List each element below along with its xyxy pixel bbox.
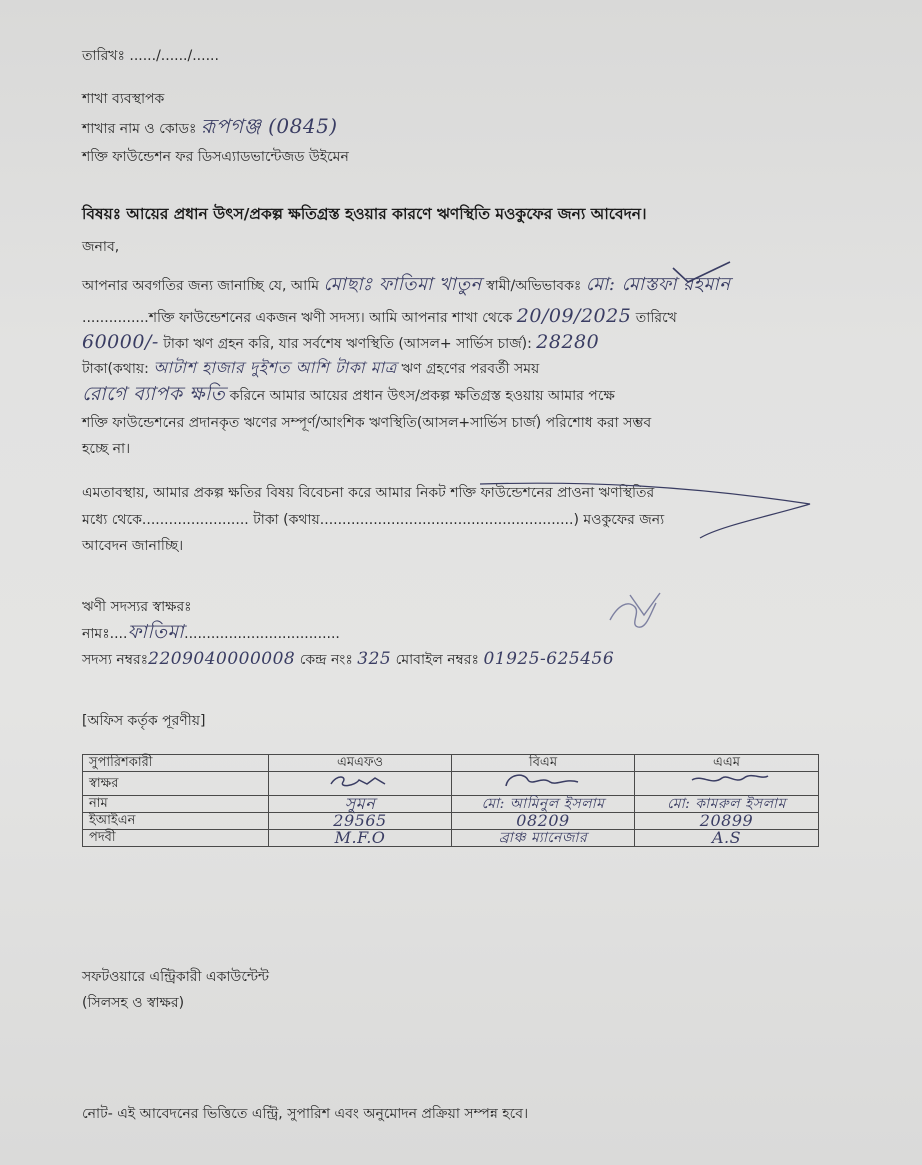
guardian-label: স্বামী/অভিভাবকঃ <box>486 278 582 294</box>
office-use-label: [অফিস কর্তৃক পূরণীয়] <box>82 713 206 729</box>
row-label: পদবী <box>83 830 269 847</box>
table-row <box>83 772 819 796</box>
para1-text: টাকা(কথায়: <box>82 361 149 377</box>
signature-cell <box>269 772 452 796</box>
table-row <box>83 796 819 813</box>
member-name-handwritten: ফাতিমা <box>127 621 185 643</box>
accountant-title: সফটওয়ারে এন্ট্রিকারী একাউন্টেন্ট <box>82 969 269 985</box>
header-cell: এএম <box>635 755 819 772</box>
member-id-handwritten: 2209040000008 <box>148 649 296 669</box>
para2-line1: এমতাবস্থায়, আমার প্রকল্প ক্ষতির বিষয় বিবেচনা করে আমার নিকট শক্তি ফাউন্ডেশনের প্রাওনা ঋণস্থিতির <box>82 485 655 501</box>
member-id-label: সদস্য নম্বরঃ <box>82 652 149 668</box>
bm-designation: ব্রাঞ্চ ম্যানেজার <box>452 830 635 847</box>
bm-name: মো: আমিনুল ইসলাম <box>452 796 635 813</box>
am-name: মো: কামরুল ইসলাম <box>635 796 819 813</box>
mfo-ein: 29565 <box>269 813 452 830</box>
center-number-handwritten: 325 <box>357 649 392 669</box>
mfo-name: সুমন <box>269 796 452 813</box>
para1-line5 <box>82 385 615 405</box>
para1-line2 <box>82 307 677 327</box>
para1-text: ঋণ গ্রহণের পরবর্তী সময় <box>401 361 540 377</box>
table-row <box>83 813 819 830</box>
footer-note: নোট- এই আবেদনের ভিত্তিতে এন্ট্রি, সুপারিশ এবং অনুমোদন প্রক্রিয়া সম্পন্ন হবে। <box>82 1106 529 1122</box>
loan-date-handwritten: 20/09/2025 <box>516 305 632 327</box>
para1-line1 <box>82 276 730 295</box>
bm-ein: 08209 <box>452 813 635 830</box>
para2-line2: মধ্যে থেকে........................ টাকা (কথায়.........................................................) মওকুফের জন্য <box>82 512 665 528</box>
branch-value: রূপগঞ্জ (0845) <box>200 114 338 138</box>
para1-line7: হচ্ছে না। <box>82 441 131 457</box>
para1-line3 <box>82 333 599 353</box>
salutation: জনাব, <box>82 239 120 255</box>
para1-text: আপনার অবগতির জন্য জানাচ্ছি যে, আমি <box>82 278 320 294</box>
mobile-label: মোবাইল নম্বরঃ <box>395 652 479 668</box>
header-cell: সুপারিশকারী <box>83 755 269 772</box>
organization-name: শক্তি ফাউন্ডেশন ফর ডিসএ্যাডভান্টেজড উইমেন <box>82 149 349 165</box>
subject-line: বিষয়ঃ আয়ের প্রধান উৎস/প্রকল্প ক্ষতিগ্রস্ত হওয়ার কারণে ঋণস্থিতি মওকুফের জন্য আবেদন। <box>82 205 647 223</box>
member-id-line <box>82 650 614 669</box>
loan-amount-handwritten: 60000/- <box>82 331 159 353</box>
member-signature-label: ঋণী সদস্যর স্বাক্ষরঃ <box>82 599 192 615</box>
mfo-signature-scribble <box>325 772 395 790</box>
accountant-seal-note: (সিলসহ ও স্বাক্ষর) <box>82 995 185 1011</box>
date-line: তারিখঃ ....../....../...... <box>82 48 219 64</box>
am-signature-scribble <box>682 772 772 790</box>
para1-text: টাকা ঋণ গ্রহন করি, যার সর্বশেষ ঋণস্থিতি (আসল+ সার্ভিস চার্জ): <box>163 336 532 352</box>
signature-cell <box>635 772 819 796</box>
para1-line4 <box>82 359 539 378</box>
addressee-title: শাখা ব্যবস্থাপক <box>82 91 165 107</box>
signature-cell <box>452 772 635 796</box>
branch-label: শাখার নাম ও কোডঃ <box>82 121 197 137</box>
member-signature-scribble <box>600 585 670 640</box>
para1-line6: শক্তি ফাউন্ডেশনের প্রদানকৃত ঋণের সম্পূর্ণ/আংশিক ঋণস্থিতি(আসল+সার্ভিস চার্জ) পরিশোধ করা সম্ভব <box>82 415 652 431</box>
reason-handwritten: রোগে ব্যাপক ক্ষতি <box>82 383 226 405</box>
mobile-number-handwritten: 01925-625456 <box>483 649 615 669</box>
balance-handwritten: 28280 <box>536 331 600 353</box>
row-label: স্বাক্ষর <box>83 772 269 796</box>
mfo-designation: M.F.O <box>269 830 452 847</box>
table-row <box>83 830 819 847</box>
para1-text: ...............শক্তি ফাউন্ডেশনের একজন ঋণী সদস্য। আমি আপনার শাখা থেকে <box>82 310 513 326</box>
header-cell: বিএম <box>452 755 635 772</box>
member-name-label: নামঃ.... <box>82 626 128 642</box>
member-name-line <box>82 623 340 643</box>
row-label: নাম <box>83 796 269 813</box>
recommendation-table <box>82 754 819 847</box>
member-name-dots: ................................... <box>184 626 340 642</box>
am-designation: A.S <box>635 830 819 847</box>
branch-line <box>82 114 338 138</box>
bm-signature-scribble <box>498 772 588 790</box>
center-label: কেন্দ্র নংঃ <box>299 652 353 668</box>
para1-text: করিনে আমার আয়ের প্রধান উৎস/প্রকল্প ক্ষতিগ্রস্ত হওয়ায় আমার পক্ষে <box>229 388 615 404</box>
table-header-row <box>83 755 819 772</box>
guardian-name-handwritten: মো: মোস্তফা রহমান <box>585 274 731 295</box>
amount-in-words-handwritten: আটাশ হাজার দুইশত আশি টাকা মাত্র <box>153 358 397 377</box>
applicant-name-handwritten: মোছাঃ ফাতিমা খাতুন <box>323 274 482 295</box>
header-cell: এমএফও <box>269 755 452 772</box>
row-label: ইআইএন <box>83 813 269 830</box>
para1-text: তারিখে <box>635 310 677 326</box>
para2-line3: আবেদন জানাচ্ছি। <box>82 538 184 554</box>
am-ein: 20899 <box>635 813 819 830</box>
